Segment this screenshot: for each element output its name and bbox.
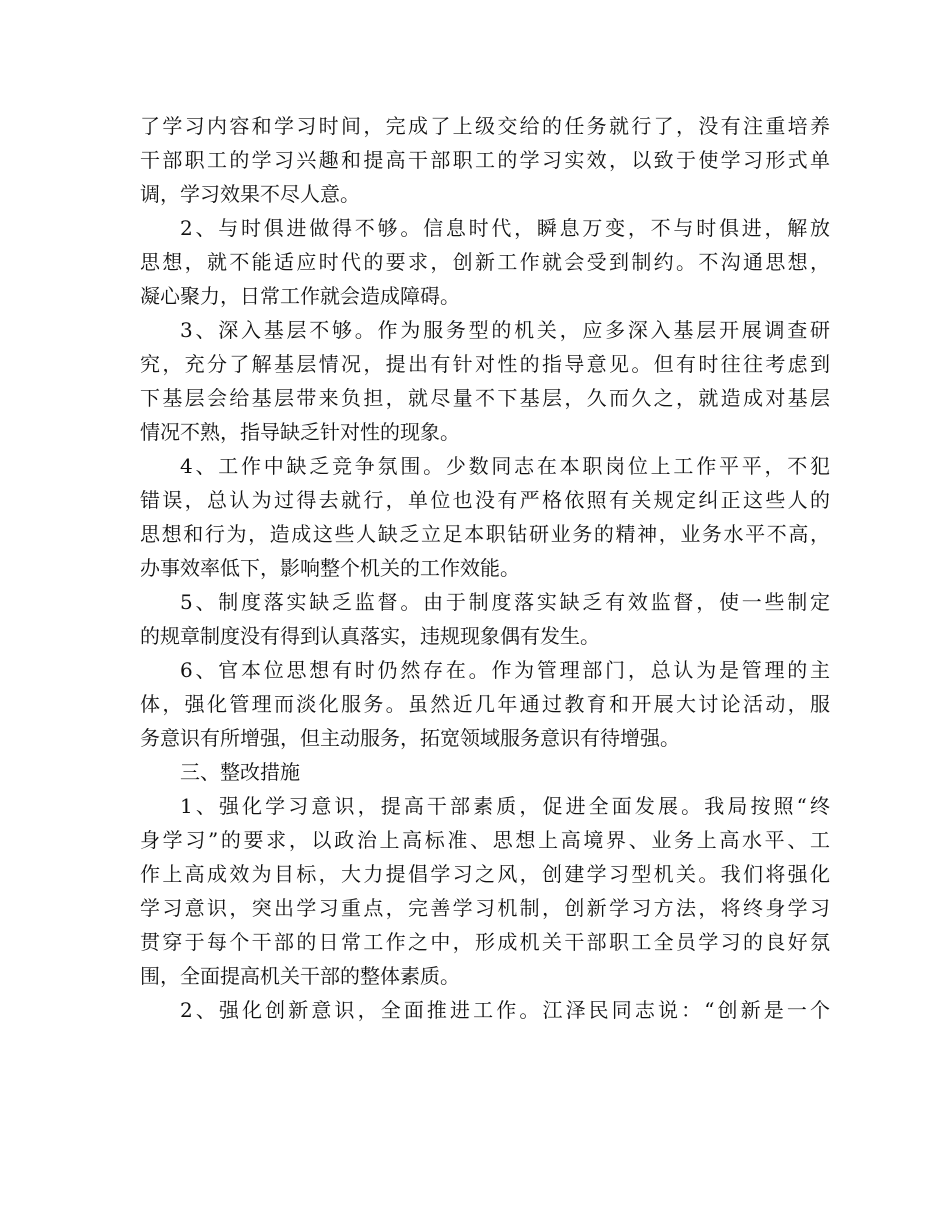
paragraph-first-line: 1、强化学习意识，提高干部素质，促进全面发展。我局按照“终 bbox=[180, 794, 830, 818]
paragraph-first-line: 5、制度落实缺乏监督。由于制度落实缺乏有效监督，使一些制定 bbox=[180, 590, 830, 614]
text-line: 思想，就不能适应时代的要求，创新工作就会受到制约。不沟通思想， bbox=[140, 250, 830, 274]
paragraph-first-line: 4、工作中缺乏竞争氛围。少数同志在本职岗位上工作平平，不犯 bbox=[180, 454, 830, 478]
text-line: 错误，总认为过得去就行，单位也没有严格依照有关规定纠正这些人的 bbox=[140, 488, 830, 512]
text-line: 思想和行为，造成这些人缺乏立足本职钻研业务的精神，业务水平不高， bbox=[140, 522, 830, 546]
text-line: 调，学习效果不尽人意。 bbox=[140, 182, 360, 206]
paragraph-first-line: 2、强化创新意识，全面推进工作。江泽民同志说：“创新是一个 bbox=[180, 998, 830, 1022]
document-body bbox=[140, 109, 830, 1027]
text-line: 的规章制度没有得到认真落实，违规现象偶有发生。 bbox=[140, 624, 600, 648]
paragraph-first-line: 6、官本位思想有时仍然存在。作为管理部门，总认为是管理的主 bbox=[180, 658, 830, 682]
text-line: 务意识有所增强，但主动服务，拓宽领域服务意识有待增强。 bbox=[140, 726, 680, 750]
text-line: 围，全面提高机关干部的整体素质。 bbox=[140, 964, 460, 988]
paragraph-first-line: 3、深入基层不够。作为服务型的机关，应多深入基层开展调查研 bbox=[180, 318, 830, 342]
text-line: 了学习内容和学习时间，完成了上级交给的任务就行了，没有注重培养 bbox=[140, 114, 830, 138]
section-heading: 三、整改措施 bbox=[180, 760, 300, 784]
text-line: 究，充分了解基层情况，提出有针对性的指导意见。但有时往往考虑到 bbox=[140, 352, 830, 376]
text-line: 作上高成效为目标，大力提倡学习之风，创建学习型机关。我们将强化 bbox=[140, 862, 830, 886]
paragraph-first-line: 2、与时俱进做得不够。信息时代，瞬息万变，不与时俱进，解放 bbox=[180, 216, 830, 240]
text-line: 学习意识，突出学习重点，完善学习机制，创新学习方法，将终身学习 bbox=[140, 896, 830, 920]
text-line: 体，强化管理而淡化服务。虽然近几年通过教育和开展大讨论活动，服 bbox=[140, 692, 830, 716]
text-line: 下基层会给基层带来负担，就尽量不下基层，久而久之，就造成对基层 bbox=[140, 386, 830, 410]
text-line: 贯穿于每个干部的日常工作之中，形成机关干部职工全员学习的良好氛 bbox=[140, 930, 830, 954]
text-line: 凝心聚力，日常工作就会造成障碍。 bbox=[140, 284, 460, 308]
text-line: 情况不熟，指导缺乏针对性的现象。 bbox=[140, 420, 460, 444]
text-line: 干部职工的学习兴趣和提高干部职工的学习实效，以致于使学习形式单 bbox=[140, 148, 830, 172]
text-line: 办事效率低下，影响整个机关的工作效能。 bbox=[140, 556, 520, 580]
text-line: 身学习”的要求，以政治上高标准、思想上高境界、业务上高水平、工 bbox=[140, 828, 830, 852]
